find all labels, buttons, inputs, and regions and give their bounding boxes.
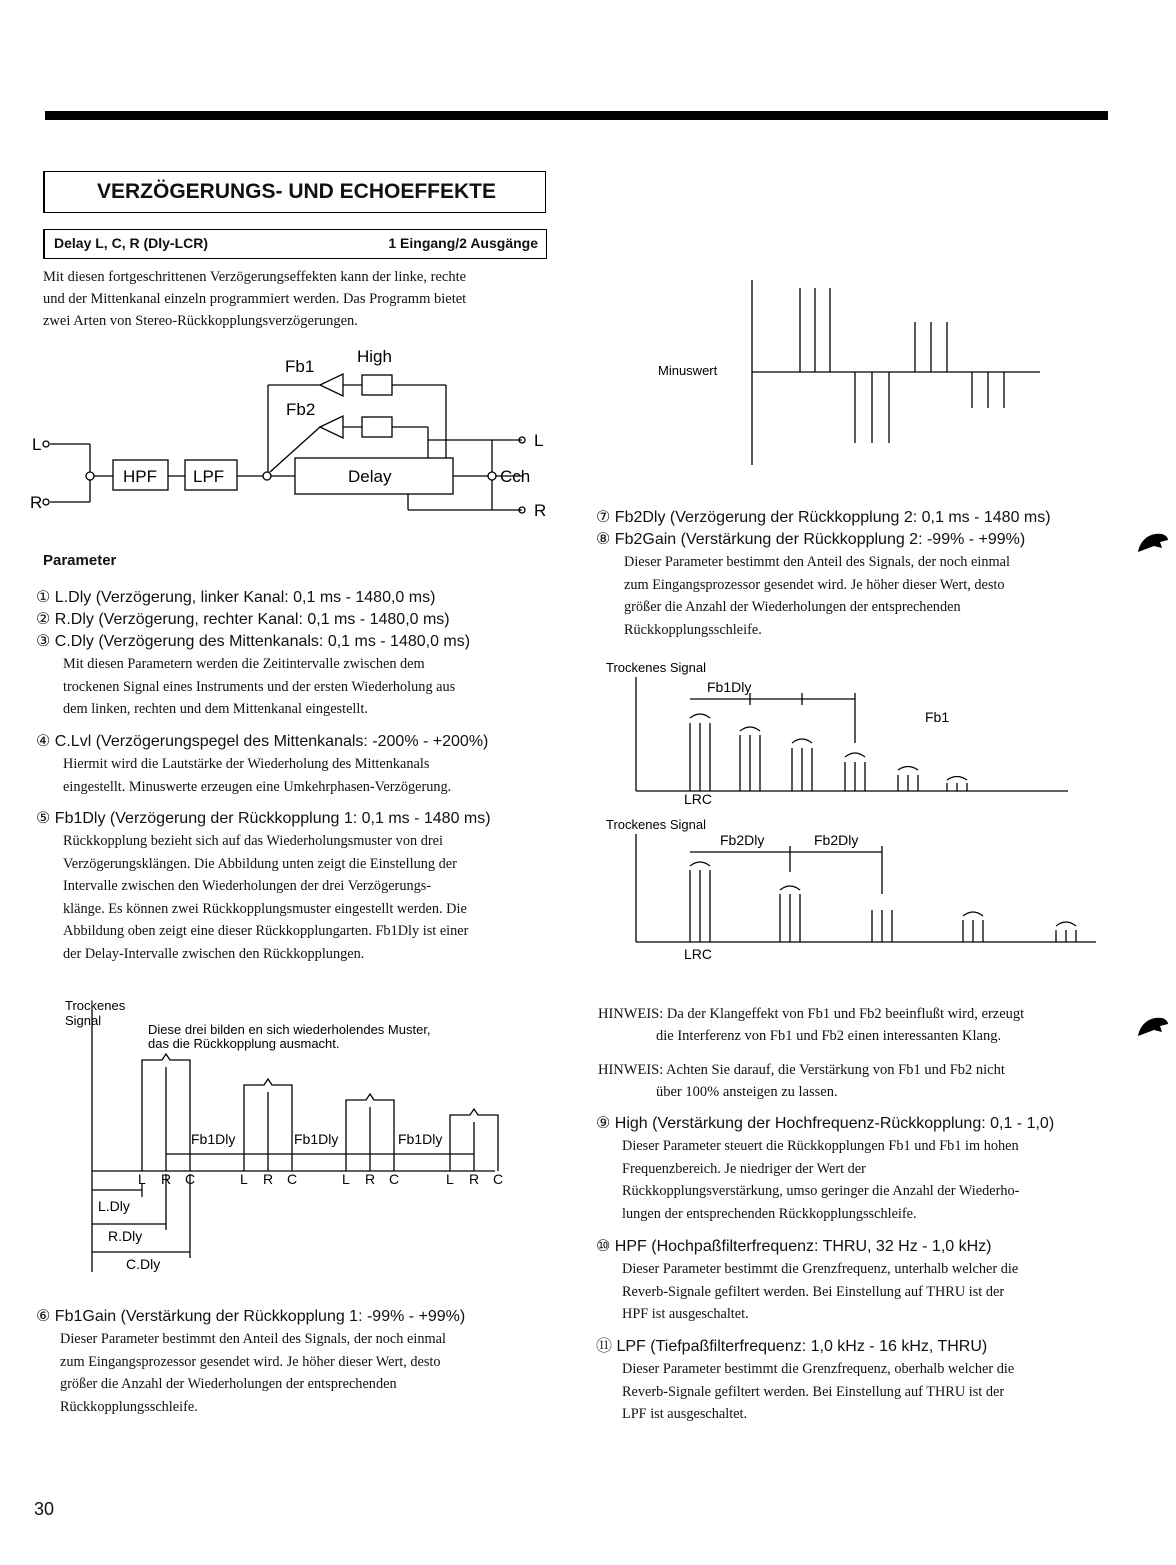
tick-l: L (240, 1171, 248, 1187)
section-title-box (43, 171, 546, 213)
input-r-label: R (30, 493, 43, 512)
minus-label: Minuswert (658, 363, 718, 378)
tick-c: C (493, 1171, 504, 1187)
ldly-label: L.Dly (98, 1198, 130, 1214)
effect-name: Delay L, C, R (Dly-LCR) (54, 235, 209, 251)
tick-c: C (389, 1171, 400, 1187)
fb1dly-label: Fb1Dly (398, 1131, 443, 1147)
cdly-label: C.Dly (126, 1256, 161, 1272)
param-7 (596, 507, 1156, 641)
param-3-title: ③ C.Dly (Verzögerung des Mittenkanals: 0,1 ms - 1480,0 ms) (36, 633, 471, 650)
param-list-left (36, 587, 556, 721)
param-7-title: ⑦ Fb2Dly (Verzögerung der Rückkopplung 2: 0,1 ms - 1480 ms) (596, 509, 1051, 526)
fb2-label: Fb2 (286, 400, 316, 419)
dry-label: Trockenes (65, 998, 126, 1013)
margin-mark-icon (1136, 528, 1170, 554)
tick-l: L (446, 1171, 454, 1187)
lrc-label: LRC (684, 946, 713, 962)
hpf-label: HPF (123, 467, 157, 486)
tick-r: R (365, 1171, 376, 1187)
param-10-title: ⑩ HPF (Hochpaßfilterfrequenz: THRU, 32 Hz - 1,0 kHz) (596, 1238, 992, 1255)
fb2-diagram (600, 812, 1100, 962)
intro-line: zwei Arten von Stereo-Rückkopplungsverzögerungen. (43, 313, 358, 329)
param-9-text: Dieser Parameter steuert die Rückkopplungen Fb1 und Fb1 im hohen Frequenzbereich. Je niedriger der Wert der Rückkopplungsverstärkung, umso geringer die Anzahl der Wiederho- lungen der entsprechenden Rückkopplungsschleife. (622, 1138, 1020, 1222)
param-11-title: ⑪ LPF (Tiefpaßfilterfrequenz: 1,0 kHz - 16 kHz, THRU) (596, 1338, 988, 1355)
minus-diagram (650, 280, 1060, 470)
margin-mark-icon (1136, 1012, 1170, 1038)
parameter-heading: Parameter (43, 552, 117, 569)
fb1-diagram (600, 655, 1080, 805)
fb1dly-label: Fb1Dly (707, 679, 752, 695)
delay-label: Delay (348, 467, 392, 486)
tick-l: L (342, 1171, 350, 1187)
intro-text (43, 266, 553, 332)
lrc-label: LRC (684, 791, 713, 805)
fb1dly-label: Fb1Dly (191, 1131, 236, 1147)
param-6 (36, 1306, 556, 1418)
tick-r: R (263, 1171, 274, 1187)
high-label: High (357, 347, 392, 366)
param-9 (596, 1113, 1156, 1225)
param-2-title: ② R.Dly (Verzögerung, rechter Kanal: 0,1 ms - 1480,0 ms) (36, 611, 450, 628)
tick-c: C (287, 1171, 298, 1187)
intro-line: und der Mittenkanal einzeln programmiert werden. Das Programm bietet (43, 291, 467, 307)
param-4-title: ④ C.Lvl (Verzögerungspegel des Mittenkanals: -200% - +200%) (36, 733, 489, 750)
output-cch-label: Cch (500, 467, 531, 486)
effect-io: 1 Eingang/2 Ausgänge (388, 235, 538, 251)
param-10-text: Dieser Parameter bestimmt die Grenzfrequenz, unterhalb welcher die Reverb-Signale gefiltert werden. Bei Einstellung auf THRU ist der HPF ist ausgeschaltet. (622, 1261, 1019, 1322)
param-6-title: ⑥ Fb1Gain (Verstärkung der Rückkopplung 1: -99% - +99%) (36, 1308, 466, 1325)
signal-label: Signal (65, 1013, 102, 1028)
fb2dly-label-b: Fb2Dly (814, 832, 859, 848)
page-number: 30 (34, 1499, 55, 1519)
block-diagram (30, 340, 560, 520)
top-rule (45, 111, 1108, 120)
param-3-text: Mit diesen Parametern werden die Zeitintervalle zwischen dem trockenen Signal eines Instruments und der ersten Wiederholung aus dem linken, rechten und dem Mittenkanal eingestellt. (63, 656, 456, 717)
tick-l: L (138, 1171, 146, 1187)
fb1-label: Fb1 (285, 357, 315, 376)
output-l-label: L (534, 431, 544, 450)
param-4 (36, 731, 556, 798)
param-10 (596, 1236, 1156, 1326)
effect-header (43, 229, 547, 259)
tick-r: R (161, 1171, 172, 1187)
param-8-text: Dieser Parameter bestimmt den Anteil des Signals, der noch einmal zum Eingangsprozessor gesendet wird. Je höher dieser Wert, desto größer die Anzahl der Wiederholungen der entsprechenden Rückkopplungsschleife. (624, 554, 1010, 638)
param-9-title: ⑨ High (Verstärkung der Hochfrequenz-Rückkopplung: 0,1 - 1,0) (596, 1115, 1055, 1132)
intro-line: Mit diesen fortgeschrittenen Verzögerungseffekten kann der linke, rechte (43, 269, 467, 285)
input-l-label: L (32, 435, 42, 454)
param-11-text: Dieser Parameter bestimmt die Grenzfrequenz, oberhalb welcher die Reverb-Signale gefiltert werden. Bei Einstellung auf THRU ist der LPF ist ausgeschaltet. (622, 1361, 1015, 1422)
param-5-title: ⑤ Fb1Dly (Verzögerung der Rückkopplung 1: 0,1 ms - 1480 ms) (36, 810, 491, 827)
pattern-note: das die Rückkopplung ausmacht. (148, 1036, 340, 1051)
param-6-text: Dieser Parameter bestimmt den Anteil des Signals, der noch einmal zum Eingangsprozessor gesendet wird. Je höher dieser Wert, desto größer die Anzahl der Wiederholungen der entsprechenden Rückkopplungsschleife. (60, 1331, 446, 1415)
param-1-title: ① L.Dly (Verzögerung, linker Kanal: 0,1 ms - 1480,0 ms) (36, 589, 436, 606)
output-r-label: R (534, 501, 547, 520)
rdly-label: R.Dly (108, 1228, 143, 1244)
tick-r: R (469, 1171, 480, 1187)
param-11 (596, 1336, 1156, 1426)
fb2dly-label-a: Fb2Dly (720, 832, 765, 848)
fb1dly-label: Fb1Dly (294, 1131, 339, 1147)
param-4-text: Hiermit wird die Lautstärke der Wiederholung des Mittenkanals eingestellt. Minuswerte erzeugen eine Umkehrphasen-Verzögerung. (63, 756, 452, 795)
section-title: VERZÖGERUNGS- UND ECHOEFFEKTE (97, 180, 497, 203)
param-5 (36, 808, 556, 965)
tick-c: C (185, 1171, 196, 1187)
note-1: HINWEIS: Da der Klangeffekt von Fb1 und Fb2 beeinflußt wird, erzeugt die Interferenz von Fb1 und Fb2 einen interessanten Klang. (598, 1006, 1025, 1044)
param-5-text: Rückkopplung bezieht sich auf das Wiederholungsmuster von drei Verzögerungsklängen. Die Abbildung unten zeigt die Einstellung der Intervalle zwischen den Wiederholungen der drei Verzögerungs- klänge. Es können zwei Rückkopplungsmuster eingestellt werden. Die Abbildung oben zeigt eine dieser Rückkopplungarten. Fb1Dly ist einer der Delay-Intervalle zwischen den Rückkopplungen. (63, 833, 469, 962)
pattern-diagram (60, 992, 520, 1282)
fb1-label: Fb1 (925, 709, 950, 725)
lpf-label: LPF (193, 467, 225, 486)
note-2: HINWEIS: Achten Sie darauf, die Verstärkung von Fb1 und Fb2 nicht über 100% ansteigen zu lassen. (598, 1062, 1005, 1100)
fb2-dry-label: Trockenes Signal (606, 817, 706, 832)
pattern-note: Diese drei bilden en sich wiederholendes Muster, (148, 1022, 431, 1037)
fb1-dry-label: Trockenes Signal (606, 660, 706, 675)
param-8-title: ⑧ Fb2Gain (Verstärkung der Rückkopplung 2: -99% - +99%) (596, 531, 1026, 548)
